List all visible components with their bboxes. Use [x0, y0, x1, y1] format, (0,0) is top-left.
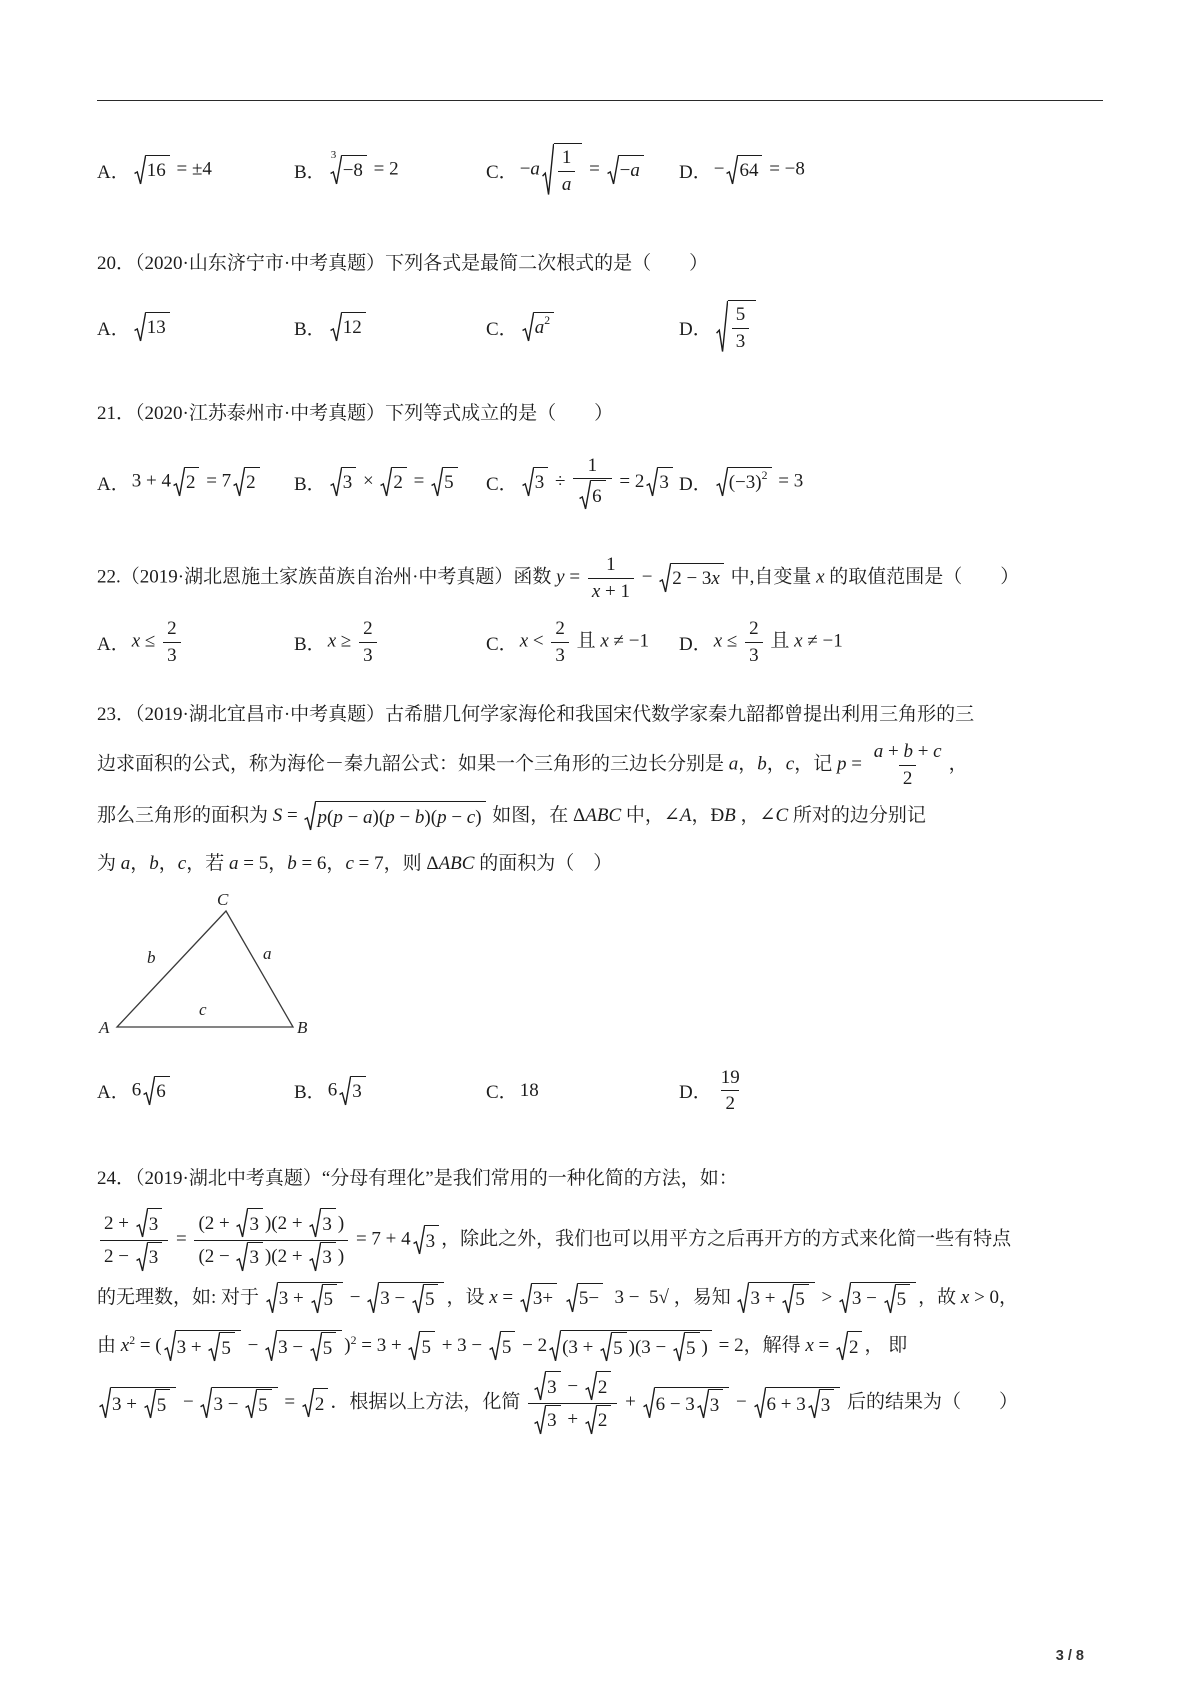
q21-option-b — [294, 467, 486, 498]
top-rule — [97, 100, 1103, 101]
q22-option-a-label: A． — [97, 634, 130, 656]
question-20-options — [97, 300, 1103, 355]
q19-option-c-label: C． — [486, 161, 518, 183]
q23-option-d-label: D． — [679, 1082, 712, 1104]
q23-option-d-math: $\frac{19}{2}$ — [714, 1065, 747, 1118]
q22-option-b-math: x ≥ $\frac{2}{3}$ — [328, 616, 380, 669]
q21-option-d — [679, 467, 1103, 498]
q22-option-c-math: x < $\frac{2}{3}$ 且 x ≠ −1 — [520, 616, 649, 669]
q20-option-b-label: B． — [294, 318, 326, 340]
page-number: 3 / 8 — [1055, 1648, 1084, 1664]
question-24-body: 2 + 3 2 − 3 = (2 + 3 )(2 + 3 ) (2 − 3 )(2 + 3 ) = 7 + 4 3 ，除此之外，我们也可以用平方之后再开方的方式来化简一些有特点 的无理数，如: 对于 3 + 5 − 3 − 5 ，设 x = 3+ 5− 3 − 5√ ，易知 3 + 5 > 3 − 5 ，故 x > 0， 由 $x^2$ = ( 3 + 5 − 3 − 5 )$^2$ = 3 + 5 + 3 − 5 − 2 (3 + 5 )(3 − 5 ) = 2，解得 x = 2 ， 即 3 + 5 − 3 − 5 = 2 ．根据以上方法，化简 3 − 2 3 + 2 + 6 − 3 3 − 6 + 3 3 后的结果为（ ） — [97, 1207, 1103, 1436]
q20-option-c-math: a 2 — [520, 312, 556, 343]
q19-option-d-math: − 64 = −8 — [714, 155, 805, 186]
question-23-options — [97, 1065, 1103, 1118]
question-22-options — [97, 616, 1103, 669]
question-24-stem: 24．（2019·湖北中考真题）“分母有理化”是我们常用的一种化简的方法，如： — [97, 1168, 738, 1190]
q22-option-b — [294, 616, 486, 669]
q21-option-d-label: D． — [679, 473, 712, 495]
q22-option-d — [679, 616, 1103, 669]
q21-option-a — [97, 467, 294, 498]
q20-option-c-label: C． — [486, 318, 518, 340]
q20-option-b-math: 12 — [328, 312, 368, 343]
q19-option-a-label: A． — [97, 161, 130, 183]
side-a-label: a — [263, 943, 272, 963]
q20-option-a-math: 13 — [132, 312, 172, 343]
q21-option-a-math: 3 + 4 2 = 7 2 — [132, 467, 262, 498]
q19-option-a-math: 16 = ±4 — [132, 155, 212, 186]
q23-option-b-label: B． — [294, 1082, 326, 1104]
question-19-options — [97, 143, 1103, 198]
q20-option-c — [486, 312, 679, 343]
vertex-b-label: B — [297, 1017, 308, 1037]
question-22-stem: 22.（2019·湖北恩施土家族苗族自治州·中考真题）函数 y = 1 x + 1 − 2 − 3 x 中,自变量 x 的取值范围是（ ） — [97, 552, 1103, 605]
vertex-c-label: C — [217, 889, 229, 909]
q23-option-c — [486, 1077, 679, 1104]
question-21-stem: 21．（2020·江苏泰州市·中考真题）下列等式成立的是（ ） — [97, 403, 614, 425]
q22-option-d-label: D． — [679, 634, 712, 656]
q22-option-a — [97, 616, 294, 669]
q20-option-d — [679, 300, 1103, 355]
side-c-label: c — [199, 999, 207, 1019]
q22-option-c-label: C． — [486, 634, 518, 656]
q21-option-a-label: A． — [97, 473, 130, 495]
q20-option-b — [294, 312, 486, 343]
q21-option-c-label: C． — [486, 473, 518, 495]
q19-option-c-math: −a 1 a = − a — [520, 143, 646, 198]
q22-option-a-math: x ≤ $\frac{2}{3}$ — [132, 616, 184, 669]
question-23-stem: 23．（2019·湖北宜昌市·中考真题）古希腊几何学家海伦和我国宋代数学家秦九韶都曾提出利用三角形的三 边求面积的公式，称为海伦－秦九韶公式：如果一个三角形的三边长分别是 a，b，c，记 p = a + b + c 2 ， 那么三角形的面积为 S = p ( p − a )( p − b )( p − c ) 如图，在 ΔABC 中，∠A，ÐB ，∠C 所对的边分别记 为 a，b，c，若 a = 5，b = 6，c = 7，则 ΔABC 的面积为（ ） — [97, 703, 975, 875]
q19-option-d — [679, 155, 1103, 186]
question-20-stem: 20．（2020·山东济宁市·中考真题）下列各式是最简二次根式的是（ ） — [97, 252, 709, 274]
q21-option-c — [486, 453, 679, 512]
q20-option-a — [97, 312, 294, 343]
q21-option-b-label: B． — [294, 473, 326, 495]
q20-option-d-math: 5 3 — [714, 300, 759, 355]
q19-option-c — [486, 143, 679, 198]
q22-option-b-label: B． — [294, 634, 326, 656]
q23-option-a-label: A． — [97, 1082, 130, 1104]
q21-option-d-math: (−3) 2 = 3 — [714, 467, 803, 498]
q23-option-b — [294, 1076, 486, 1107]
triangle-figure — [99, 889, 333, 1047]
q19-option-d-label: D． — [679, 161, 712, 183]
vertex-a-label: A — [99, 1017, 110, 1037]
q21-option-b-math: 3 × 2 = 5 — [328, 467, 460, 498]
q22-option-d-math: x ≤ $\frac{2}{3}$ 且 x ≠ −1 — [714, 616, 843, 669]
question-21-options — [97, 453, 1103, 512]
q19-option-b — [294, 148, 486, 186]
q23-option-c-math: 18 — [519, 1079, 539, 1101]
q22-option-c — [486, 616, 679, 669]
q23-option-b-math: 6 3 — [328, 1076, 368, 1107]
q19-option-b-math: 3 −8 = 2 — [328, 155, 399, 186]
q20-option-a-label: A． — [97, 318, 130, 340]
q19-option-a — [97, 155, 294, 186]
q19-option-b-label: B． — [294, 161, 326, 183]
side-b-label: b — [147, 947, 156, 967]
q21-option-c-math: 3 ÷ $\frac{1}{6}$ = 2 3 — [520, 453, 675, 512]
q20-option-d-label: D． — [679, 318, 712, 340]
q23-option-c-label: C． — [486, 1082, 518, 1104]
q23-option-a — [97, 1076, 294, 1107]
q23-option-d — [679, 1065, 1103, 1118]
q23-option-a-math: 6 6 — [132, 1076, 172, 1107]
